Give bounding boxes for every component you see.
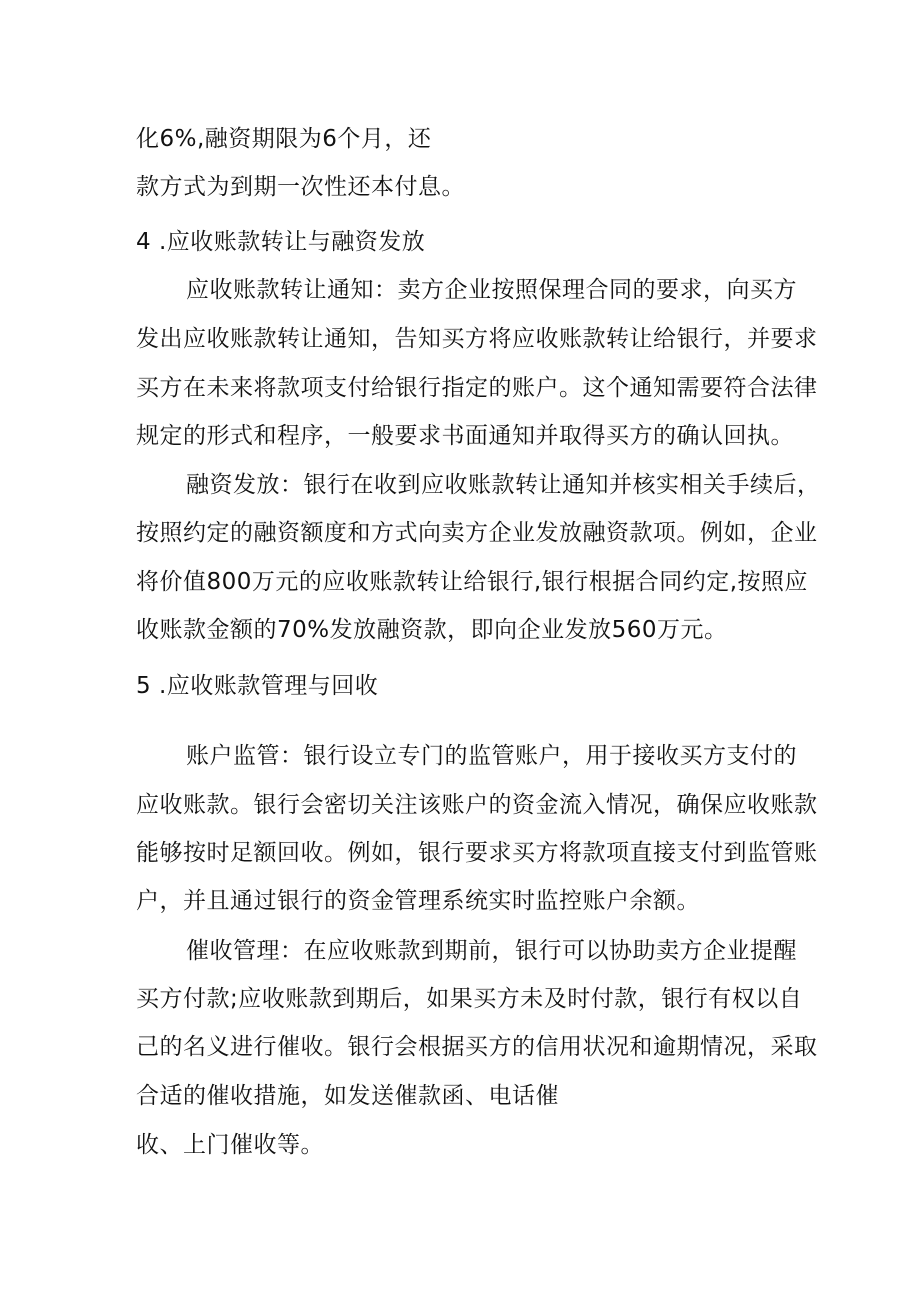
section-4-para-2-line-4: 收账款金额的70%发放融资款，即向企业发放560万元。	[136, 617, 728, 643]
section-4-para-1-line-4: 规定的形式和程序，一般要求书面通知并取得买方的确认回执。	[136, 423, 794, 449]
section-5-para-1-line-3: 能够按时足额回收。例如，银行要求买方将款项直接支付到监管账	[136, 840, 818, 866]
section-4-para-1-line-1: 应收账款转让通知：卖方企业按照保理合同的要求，向买方	[186, 277, 797, 303]
intro-line-2: 款方式为到期一次性还本付息。	[136, 174, 465, 200]
section-5-para-2-line-5: 收、上门催收等。	[136, 1132, 324, 1158]
section-4-para-1-line-3: 买方在未来将款项支付给银行指定的账户。这个通知需要符合法律	[136, 375, 818, 401]
section-5-heading: 5 .应收账款管理与回收	[136, 673, 379, 699]
section-5-para-2-line-4: 合适的催收措施，如发送催款函、电话催	[136, 1083, 559, 1109]
section-4-para-2-line-2: 按照约定的融资额度和方式向卖方企业发放融资款项。例如，企业	[136, 520, 818, 546]
section-5-para-2-line-1: 催收管理：在应收账款到期前，银行可以协助卖方企业提醒	[186, 938, 797, 964]
section-5-para-1-line-1: 账户监管：银行设立专门的监管账户，用于接收买方支付的	[186, 743, 797, 769]
section-4-para-2-line-3: 将价值800万元的应收账款转让给银行,银行根据合同约定,按照应	[136, 569, 809, 595]
section-5-para-2-line-3: 己的名义进行催收。银行会根据买方的信用状况和逾期情况，采取	[136, 1034, 818, 1060]
section-5-para-2-line-2: 买方付款;应收账款到期后，如果买方未及时付款，银行有权以自	[136, 986, 803, 1012]
section-4-para-1-line-2: 发出应收账款转让通知，告知买方将应收账款转让给银行，并要求	[136, 326, 818, 352]
section-4-para-2-line-1: 融资发放：银行在收到应收账款转让通知并核实相关手续后，	[186, 472, 821, 498]
section-5-para-1-line-4: 户，并且通过银行的资金管理系统实时监控账户余额。	[136, 888, 700, 914]
intro-line-1: 化6%,融资期限为6个月，还	[136, 126, 432, 152]
section-4-heading: 4 .应收账款转让与融资发放	[136, 229, 426, 255]
section-5-para-1-line-2: 应收账款。银行会密切关注该账户的资金流入情况，确保应收账款	[136, 792, 818, 818]
